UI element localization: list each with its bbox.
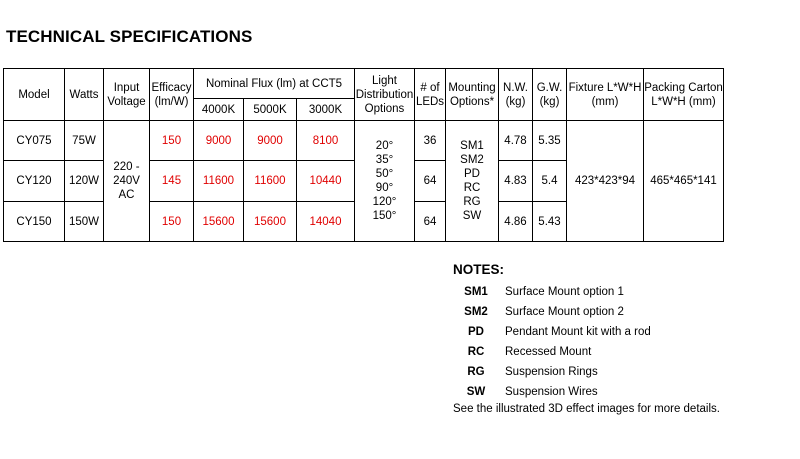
header-fixture-line1: Fixture L*W*H (568, 81, 642, 94)
header-efficacy-line1: Efficacy (151, 81, 192, 94)
header-efficacy-line2: (lm/W) (154, 95, 189, 108)
header-gw-line1: G.W. (536, 81, 563, 94)
distribution-option: 50° (375, 168, 394, 180)
cell-watts: 75W (65, 121, 104, 161)
distribution-option: 20° (375, 140, 394, 152)
header-mounting-line1: Mounting (448, 81, 496, 94)
header-mounting (446, 69, 499, 121)
cell-flux-4000k: 9000 (194, 121, 244, 161)
cell-efficacy: 150 (150, 121, 194, 161)
note-desc: Suspension Wires (505, 386, 598, 398)
header-carton-line2: L*W*H (mm) (651, 95, 716, 108)
header-input-voltage-line1: Input (113, 81, 140, 94)
header-distribution (355, 69, 415, 121)
header-gw-line2: (kg) (539, 95, 560, 108)
note-code: RG (467, 366, 485, 378)
cell-efficacy: 150 (150, 202, 194, 242)
note-desc: Recessed Mount (505, 346, 592, 358)
header-cct-3000k: 3000K (297, 99, 355, 121)
mounting-option: SW (462, 210, 482, 222)
note-desc: Suspension Rings (505, 366, 598, 378)
cell-flux-3000k: 14040 (297, 202, 355, 242)
header-distribution-line2: Distribution (355, 88, 414, 101)
table-row (4, 121, 724, 161)
cell-leds: 36 (415, 121, 446, 161)
spec-table (3, 68, 724, 242)
input-voltage-line3: AC (118, 189, 135, 201)
cell-nw: 4.78 (499, 121, 533, 161)
header-row (4, 69, 724, 99)
distribution-option: 90° (375, 182, 394, 194)
cell-distribution (355, 121, 415, 242)
header-input-voltage-line2: Voltage (107, 95, 146, 108)
header-nw-line2: (kg) (505, 95, 526, 108)
mounting-option: PD (464, 168, 480, 180)
cell-flux-5000k: 11600 (244, 161, 297, 202)
input-voltage-line1: 220 - (113, 161, 140, 173)
header-leds-line1: # of (420, 81, 440, 94)
header-mounting-line2: Options* (449, 95, 495, 108)
cell-flux-3000k: 8100 (297, 121, 355, 161)
distribution-option: 150° (372, 210, 397, 222)
distribution-option: 120° (372, 196, 397, 208)
footnote: See the illustrated 3D effect images for more details. (453, 403, 720, 415)
cell-gw: 5.35 (533, 121, 567, 161)
header-efficacy (150, 69, 194, 121)
header-fixture (567, 69, 644, 121)
header-model: Model (4, 69, 65, 121)
header-distribution-line1: Light (372, 74, 397, 87)
cell-input-voltage (104, 121, 150, 242)
cell-model: CY075 (4, 121, 65, 161)
cell-leds: 64 (415, 161, 446, 202)
input-voltage-line2: 240V (113, 175, 140, 187)
cell-model: CY120 (4, 161, 65, 202)
cell-gw: 5.4 (533, 161, 567, 202)
header-watts: Watts (65, 69, 104, 121)
note-code: SM1 (464, 286, 488, 298)
header-fixture-line2: (mm) (591, 95, 619, 108)
note-desc: Surface Mount option 2 (505, 306, 624, 318)
cell-flux-5000k: 9000 (244, 121, 297, 161)
header-flux: Nominal Flux (lm) at CCT5 (194, 69, 355, 99)
header-leds (415, 69, 446, 121)
header-leds-line2: LEDs (415, 95, 445, 108)
header-cct-5000k: 5000K (244, 99, 297, 121)
mounting-option: RG (463, 196, 481, 208)
cell-gw: 5.43 (533, 202, 567, 242)
mounting-option: RC (463, 182, 481, 194)
mounting-option: SM2 (460, 154, 484, 166)
cell-efficacy: 145 (150, 161, 194, 202)
cell-mounting (446, 121, 499, 242)
cell-flux-5000k: 15600 (244, 202, 297, 242)
header-cct-4000k: 4000K (194, 99, 244, 121)
header-carton (644, 69, 724, 121)
note-code: RC (467, 346, 485, 358)
cell-flux-4000k: 15600 (194, 202, 244, 242)
cell-model: CY150 (4, 202, 65, 242)
note-code: PD (468, 326, 484, 338)
note-code: SW (466, 386, 486, 398)
cell-fixture-dims: 423*423*94 (567, 121, 644, 242)
note-desc: Pendant Mount kit with a rod (505, 326, 651, 338)
header-distribution-line3: Options (364, 102, 405, 115)
cell-leds: 64 (415, 202, 446, 242)
mounting-option: SM1 (460, 140, 484, 152)
cell-nw: 4.86 (499, 202, 533, 242)
notes-title: NOTES: (453, 262, 505, 277)
distribution-option: 35° (375, 154, 394, 166)
cell-watts: 120W (65, 161, 104, 202)
header-gw (533, 69, 567, 121)
cell-nw: 4.83 (499, 161, 533, 202)
header-input-voltage (104, 69, 150, 121)
note-code: SM2 (464, 306, 488, 318)
header-nw (499, 69, 533, 121)
header-nw-line1: N.W. (503, 81, 528, 94)
header-carton-line1: Packing Carton (644, 81, 723, 94)
page-title: TECHNICAL SPECIFICATIONS (6, 27, 253, 46)
cell-watts: 150W (65, 202, 104, 242)
cell-flux-4000k: 11600 (194, 161, 244, 202)
note-desc: Surface Mount option 1 (505, 286, 624, 298)
cell-carton-dims: 465*465*141 (644, 121, 724, 242)
cell-flux-3000k: 10440 (297, 161, 355, 202)
